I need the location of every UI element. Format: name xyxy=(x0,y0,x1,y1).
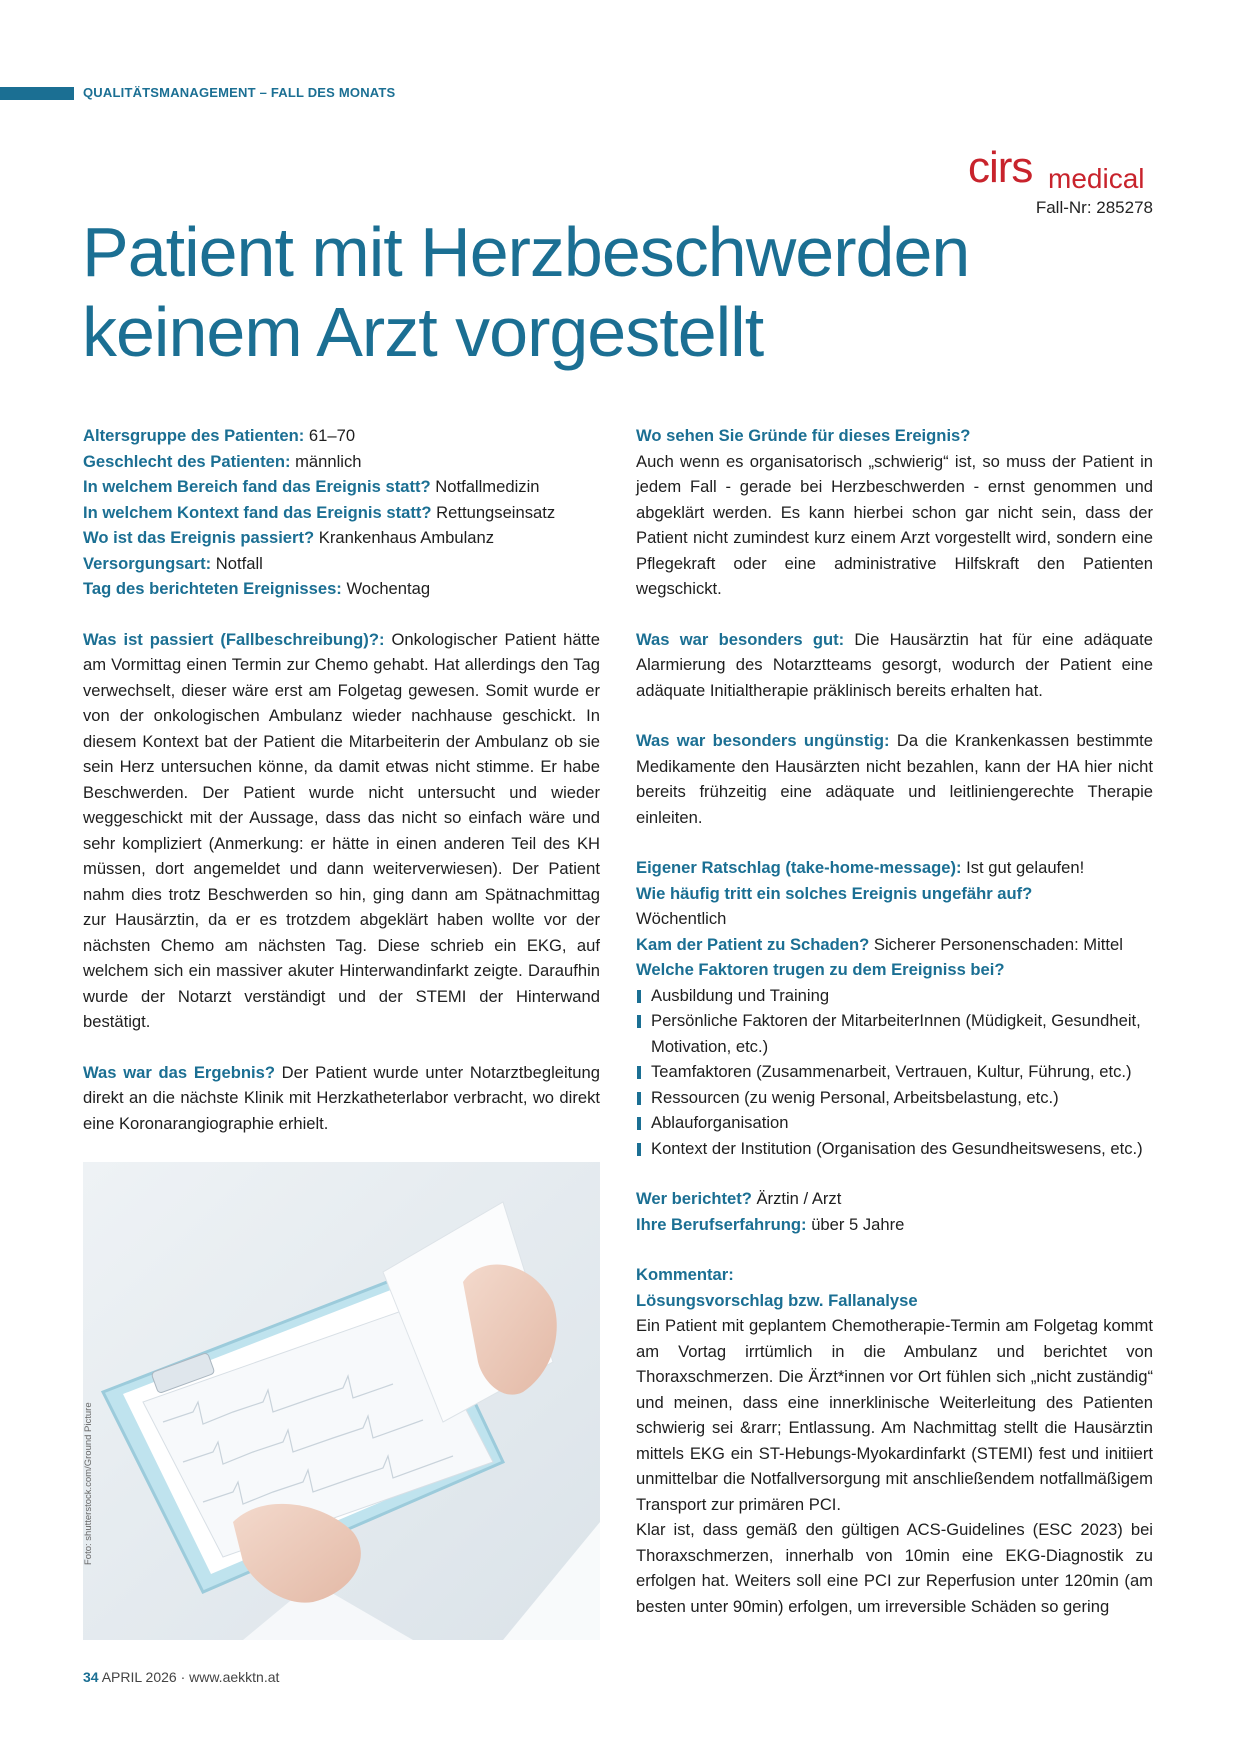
comment-paragraph-2: Klar ist, dass gemäß den gültigen ACS-Guidelines (ESC 2023) bei Thoraxschmerzen, innerhalb von 10min eine EKG-Diagnostik zu erfolgen hat. Weiters soll eine PCI zur Reperfusion unter 120min (am besten unter 90min) erfolgen, um irreversible Schäden so gering xyxy=(636,1520,1153,1616)
advice-label: Eigener Ratschlag (take-home-message): xyxy=(636,858,962,877)
unfavorable-label: Was war besonders ungünstig: xyxy=(636,731,890,750)
spacer xyxy=(636,830,1153,855)
advice-value: Ist gut gelaufen! xyxy=(961,858,1085,877)
fact-label: Altersgruppe des Patienten: xyxy=(83,426,305,445)
photo-credit: Foto: shutterstock.com/Ground Picture xyxy=(83,1402,94,1565)
logo-medical: medical xyxy=(1048,163,1145,194)
fact-value: Rettungseinsatz xyxy=(431,502,556,522)
photo-illustration xyxy=(83,1162,600,1640)
section-marker-bar xyxy=(0,87,74,100)
spacer xyxy=(636,1237,1153,1262)
page-title xyxy=(82,212,969,372)
comment-sublabel: Lösungsvorschlag bzw. Fallanalyse xyxy=(636,1290,918,1310)
factors-list xyxy=(636,983,1153,1162)
advice-row xyxy=(636,855,1153,881)
fact-label: In welchem Kontext fand das Ereignis statt? xyxy=(83,502,432,522)
unfavorable-text: Da die Krankenkassen bestimmte Medikamente den Hausärzten nicht bezahlen, kann der HA hier nicht bereits frühzeitig eine adäquate und leitliniengerechte Therapie einleiten. xyxy=(636,731,1153,827)
good-label: Was war besonders gut: xyxy=(636,629,845,649)
left-column xyxy=(83,423,600,1136)
fact-row xyxy=(83,576,600,602)
list-item: Ausbildung und Training xyxy=(636,983,1153,1009)
list-item: Kontext der Institution (Organisation des Gesundheitswesens, etc.) xyxy=(636,1136,1153,1162)
right-column xyxy=(636,423,1153,1619)
frequency-label: Wie häufig tritt ein solches Ereignis ungefähr auf? xyxy=(636,883,1033,903)
experience-row xyxy=(636,1212,1153,1238)
footer-text: APRIL 2026 · www.aekktn.at xyxy=(101,1669,280,1685)
page-footer xyxy=(83,1669,279,1685)
fact-value: Notfallmedizin xyxy=(430,477,540,496)
harm-value: Sicherer Personenschaden: Mittel xyxy=(869,934,1123,954)
experience-label: Ihre Berufserfahrung: xyxy=(636,1214,807,1234)
reporter-label: Wer berichtet? xyxy=(636,1189,752,1208)
fact-value: Notfall xyxy=(211,553,263,573)
fact-value: Wochentag xyxy=(341,579,431,598)
case-description-label: Was ist passiert (Fallbeschreibung)?: xyxy=(83,629,385,649)
fact-row xyxy=(83,500,600,526)
fact-row xyxy=(83,551,600,577)
list-item: Ressourcen (zu wenig Personal, Arbeitsbelastung, etc.) xyxy=(636,1085,1153,1111)
harm-label: Kam der Patient zu Schaden? xyxy=(636,934,870,954)
case-description xyxy=(83,627,600,1035)
page-number: 34 xyxy=(83,1669,99,1685)
result-paragraph xyxy=(83,1060,600,1137)
spacer xyxy=(636,602,1153,627)
good-text: Die Hausärztin hat für eine adäquate Alarmierung des Notarztteams gesorgt, wodurch der Patient eine adäquate Initialtherapie präklinisch bereits erhalten hat. xyxy=(636,629,1153,700)
spacer xyxy=(636,703,1153,728)
logo-cirs: cirs xyxy=(968,143,1033,192)
unfavorable-paragraph xyxy=(636,728,1153,830)
cirs-medical-logo xyxy=(968,143,1153,196)
fact-label: Wo ist das Ereignis passiert? xyxy=(83,528,315,547)
list-item: Persönliche Faktoren der MitarbeiterInnen (Müdigkeit, Gesundheit, Motivation, etc.) xyxy=(636,1008,1153,1059)
spacer xyxy=(83,602,600,627)
fact-label: Versorgungsart: xyxy=(83,553,212,573)
reporter-value: Ärztin / Arzt xyxy=(751,1189,842,1208)
case-number: Fall-Nr: 285278 xyxy=(1035,198,1153,217)
factors-label: Welche Faktoren trugen zu dem Ereigniss bei? xyxy=(636,960,1005,979)
title-line-2: keinem Arzt vorgestellt xyxy=(82,293,764,371)
fact-value: männlich xyxy=(290,451,362,471)
fact-value: Krankenhaus Ambulanz xyxy=(314,528,495,547)
list-item: Ablauforganisation xyxy=(636,1110,1153,1136)
case-description-text: Onkologischer Patient hätte am Vormittag einen Termin zur Chemo gehabt. Hat allerdings den Tag verwechselt, dieser wäre erst am Folgetag gewesen. Somit wurde er von der onkologischen Ambulanz wieder nachhause geschickt. In diesem Kontext bat der Patient die Mitarbeiterin der Ambulanz ob sie sein Herz untersuchen könne, da damit etwas nicht stimme. Er habe Beschwerden. Der Patient wurde nicht untersucht und wieder weggeschickt mit der Aussage, dass das nicht so einfach wäre und sehr kompliziert (Anmerkung: er hätte in einen anderen Teil des KH müssen, dort angemeldet und dann weiterverwiesen). Der Patient nahm dies trotz Beschwerden so hin, ging dann am Spätnachmittag zur Hausärztin, da er es trotzdem abgeklärt haben wollte vor der nächsten Chemo am nächsten Tag. Diese schrieb ein EKG, auf welchem sich ein massiver akuter Hinterwandinfarkt zeigte. Daraufhin wurde der Notarzt verständigt und der STEMI der Hinterwand bestätigt. xyxy=(83,629,600,1031)
good-paragraph xyxy=(636,627,1153,704)
clipboard-ecg-photo xyxy=(83,1162,600,1640)
fact-row xyxy=(83,525,600,551)
fact-value: 61–70 xyxy=(304,426,356,445)
experience-value: über 5 Jahre xyxy=(806,1214,905,1234)
harm-row xyxy=(636,932,1153,958)
reasons-text: Auch wenn es organisatorisch „schwierig“ ist, so muss der Patient in jedem Fall - gerade bei Herzbeschwerden - ernst genommen und abgeklärt werden. Es kann hierbei schon gar nicht sein, dass der Patient nicht zumindest kurz einem Arzt vorgestellt wird, sondern eine Pflegekraft oder eine administrative Hilfskraft den Patienten wegschickt. xyxy=(636,451,1153,598)
fact-label: Geschlecht des Patienten: xyxy=(83,451,291,471)
fact-row xyxy=(83,423,600,449)
comment-label: Kommentar: xyxy=(636,1265,734,1284)
fact-row xyxy=(83,474,600,500)
section-label: QUALITÄTSMANAGEMENT – FALL DES MONATS xyxy=(83,85,396,100)
fact-label: In welchem Bereich fand das Ereignis statt? xyxy=(83,477,431,496)
list-item: Teamfaktoren (Zusammenarbeit, Vertrauen, Kultur, Führung, etc.) xyxy=(636,1059,1153,1085)
spacer xyxy=(83,1035,600,1060)
title-line-1: Patient mit Herzbeschwerden xyxy=(82,213,970,291)
fact-row xyxy=(83,449,600,475)
facts-block xyxy=(83,423,600,602)
result-text: Der Patient wurde unter Notarztbegleitung direkt an die nächste Klinik mit Herzkatheterlabor verbracht, wo direkt eine Koronarangiographie erhielt. xyxy=(83,1062,600,1133)
spacer xyxy=(636,1161,1153,1186)
comment-paragraph-1: Ein Patient mit geplantem Chemotherapie-Termin am Folgetag kommt am Vortag irrtümlich in die Ambulanz und berichtet von Thoraxschmerzen. Die Ärzt*innen vor Ort fühlen sich „nicht zuständig“ und meinen, dass eine innerklinische Weiterleitung des Patienten schwierig sei &rarr; Entlassung. Am Nachmittag stellt die Hausärztin mittels EKG ein ST-Hebungs-Myokardinfarkt (STEMI) fest und initiiert unmittelbar die Notfallversorgung mit anschließendem notfallmäßigem Transport zur primären PCI. xyxy=(636,1316,1153,1514)
reporter-row xyxy=(636,1186,1153,1212)
fact-label: Tag des berichteten Ereignisses: xyxy=(83,579,342,598)
frequency-value: Wöchentlich xyxy=(636,909,727,928)
reasons-label: Wo sehen Sie Gründe für dieses Ereignis? xyxy=(636,426,971,445)
result-label: Was war das Ergebnis? xyxy=(83,1062,275,1082)
